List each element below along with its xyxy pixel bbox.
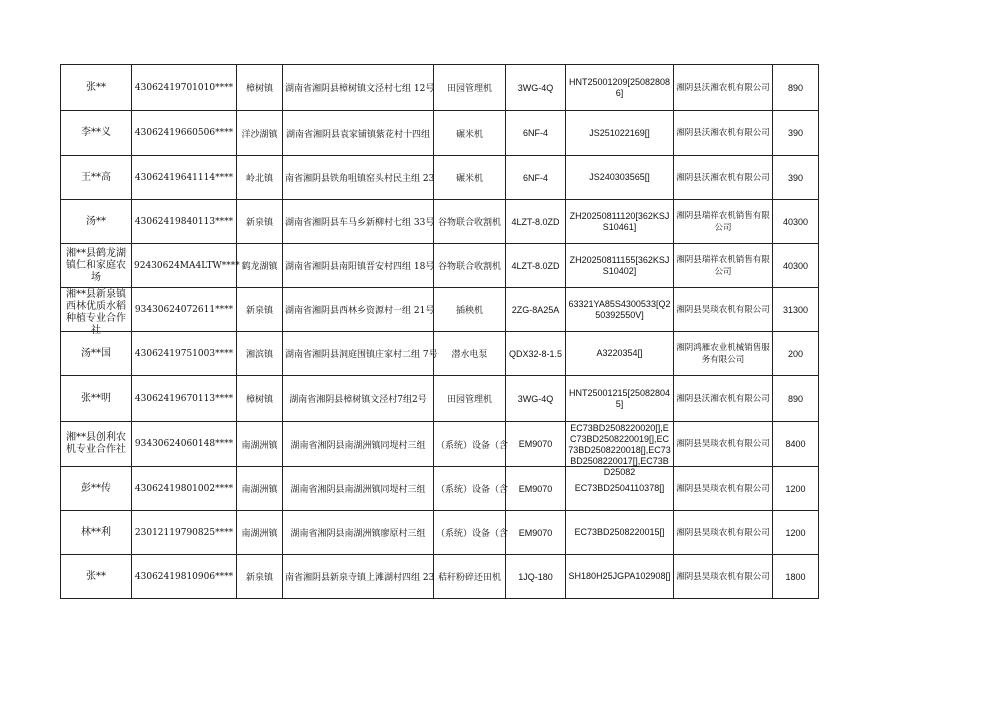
cell-id: 93430624072611**** bbox=[132, 288, 237, 332]
cell-model: EM9070 bbox=[506, 511, 566, 555]
cell-machine-type: 碾米机 bbox=[434, 111, 506, 156]
cell-amount: 390 bbox=[773, 156, 819, 200]
cell-model: QDX32-8-1.5 bbox=[506, 332, 566, 376]
serial-wrapper: EC73BD2508220020[],EC73BD2508220019[],EC73BD2508220018[],EC73BD2508220017[],EC73BD25082 bbox=[568, 422, 671, 477]
cell-dealer: 湘阴县昊琰农机有限公司 bbox=[674, 288, 773, 332]
cell-dealer: 湘阴县沃湘农机有限公司 bbox=[674, 156, 773, 200]
cell-amount: 40300 bbox=[773, 200, 819, 244]
table-row bbox=[61, 156, 819, 200]
cell-model: EM9070 bbox=[506, 422, 566, 467]
cell-id: 43062419701010**** bbox=[132, 65, 237, 111]
cell-amount: 1200 bbox=[773, 511, 819, 555]
cell-model: 6NF-4 bbox=[506, 111, 566, 156]
cell-id: 43062419641114**** bbox=[132, 156, 237, 200]
cell-amount: 31300 bbox=[773, 288, 819, 332]
cell-id: 43062419660506**** bbox=[132, 111, 237, 156]
cell-town: 岭北镇 bbox=[237, 156, 283, 200]
cell-dealer: 湘阴县昊琰农机有限公司 bbox=[674, 422, 773, 467]
cell-town: 南湖洲镇 bbox=[237, 511, 283, 555]
cell-serial bbox=[566, 422, 674, 477]
table-row bbox=[61, 244, 819, 288]
cell-address: 湖南省湘阴县樟树镇文泾村7组2号 bbox=[283, 376, 434, 422]
cell-name: 王**高 bbox=[61, 156, 132, 200]
cell-dealer: 湘阴县瑞祥农机销售有限公司 bbox=[674, 200, 773, 244]
cell-model: 4LZT-8.0ZD bbox=[506, 244, 566, 288]
cell-machine-type: 田园管理机 bbox=[434, 376, 506, 422]
cell-serial: ZH20250811120[362KSJS10461] bbox=[566, 200, 674, 244]
cell-name: 汤**国 bbox=[61, 332, 132, 376]
cell-town: 南湖洲镇 bbox=[237, 422, 283, 467]
cell-name: 汤** bbox=[61, 200, 132, 244]
cell-serial: A3220354[] bbox=[566, 332, 674, 376]
cell-serial: EC73BD2504110378[] bbox=[566, 467, 674, 511]
cell-id: 23012119790825**** bbox=[132, 511, 237, 555]
cell-address: 湖南省湘阴县车马乡新柳村七组 33号 bbox=[283, 200, 434, 244]
cell-machine-type: 插秧机 bbox=[434, 288, 506, 332]
cell-amount: 200 bbox=[773, 332, 819, 376]
cell-dealer: 湘阴县瑞祥农机销售有限公司 bbox=[674, 244, 773, 288]
cell-name: 林**利 bbox=[61, 511, 132, 555]
cell-id: 43062419801002**** bbox=[132, 467, 237, 511]
cell-dealer: 湘阴县昊琰农机有限公司 bbox=[674, 555, 773, 599]
cell-dealer: 湘阴县昊琰农机有限公司 bbox=[674, 467, 773, 511]
table-body bbox=[61, 65, 819, 599]
table-row bbox=[61, 511, 819, 555]
cell-address: 湖南省湘阴县袁家铺镇紫花村十四组 bbox=[283, 111, 434, 156]
cell-machine-type: （系统）设备（含 bbox=[434, 467, 506, 511]
cell-machine-type: 碾米机 bbox=[434, 156, 506, 200]
table-row bbox=[61, 288, 819, 332]
cell-serial: JS251022169[] bbox=[566, 111, 674, 156]
cell-model: 6NF-4 bbox=[506, 156, 566, 200]
cell-address: 湖南省湘阴县南阳镇晋安村四组 18号 bbox=[283, 244, 434, 288]
cell-address: 南省湘阴县铁角咀镇窑头村民主组 23 bbox=[283, 156, 434, 200]
cell-name: 湘**县鹤龙湖镇仁和家庭农场 bbox=[61, 244, 132, 288]
cell-address: 南省湘阴县新泉寺镇上滩湖村四组 23 bbox=[283, 555, 434, 599]
cell-name: 张**明 bbox=[61, 376, 132, 422]
cell-machine-type: （系统）设备（含 bbox=[434, 511, 506, 555]
cell-address: 湖南省湘阴县南湖洲镇同堤村三组 bbox=[283, 467, 434, 511]
cell-serial: SH180H25JGPA102908[] bbox=[566, 555, 674, 599]
table-row bbox=[61, 422, 819, 467]
name-wrapper: 湘**县新泉镇西林优质水稻种植专业合作社 bbox=[66, 288, 126, 336]
cell-town: 南湖洲镇 bbox=[237, 467, 283, 511]
cell-serial: HNT25001215[250828045] bbox=[566, 376, 674, 422]
table-row bbox=[61, 332, 819, 376]
cell-town: 樟树镇 bbox=[237, 376, 283, 422]
cell-town: 洋沙湖镇 bbox=[237, 111, 283, 156]
cell-amount: 890 bbox=[773, 65, 819, 111]
cell-dealer: 湘阴县沃湘农机有限公司 bbox=[674, 376, 773, 422]
table-row bbox=[61, 111, 819, 156]
cell-id: 93430624060148**** bbox=[132, 422, 237, 467]
cell-town: 鹤龙湖镇 bbox=[237, 244, 283, 288]
cell-model: 3WG-4Q bbox=[506, 376, 566, 422]
cell-address: 湖南省湘阴县南湖洲镇同堤村三组 bbox=[283, 422, 434, 467]
cell-name: 湘**县创利农机专业合作社 bbox=[61, 422, 132, 467]
cell-amount: 1800 bbox=[773, 555, 819, 599]
cell-amount: 890 bbox=[773, 376, 819, 422]
cell-serial: HNT25001209[250828086] bbox=[566, 65, 674, 111]
cell-dealer: 湘阴县沃湘农机有限公司 bbox=[674, 111, 773, 156]
cell-model: EM9070 bbox=[506, 467, 566, 511]
cell-amount: 390 bbox=[773, 111, 819, 156]
cell-amount: 1200 bbox=[773, 467, 819, 511]
table-row bbox=[61, 376, 819, 422]
cell-town: 新泉镇 bbox=[237, 555, 283, 599]
cell-dealer: 湘阴县昊琰农机有限公司 bbox=[674, 511, 773, 555]
table-row bbox=[61, 200, 819, 244]
cell-address: 湖南省湘阴县樟树镇文泾村七组 12号 bbox=[283, 65, 434, 111]
cell-name bbox=[61, 288, 132, 336]
cell-machine-type: 田园管理机 bbox=[434, 65, 506, 111]
cell-dealer: 湘阴县沃湘农机有限公司 bbox=[674, 65, 773, 111]
cell-name: 李**义 bbox=[61, 111, 132, 156]
cell-machine-type: 秸秆粉碎还田机 bbox=[434, 555, 506, 599]
cell-name: 彭**传 bbox=[61, 467, 132, 511]
cell-id: 43062419751003**** bbox=[132, 332, 237, 376]
cell-town: 新泉镇 bbox=[237, 288, 283, 332]
table-row bbox=[61, 65, 819, 111]
cell-model: 3WG-4Q bbox=[506, 65, 566, 111]
cell-address: 湖南省湘阴县洞庭围镇庄家村二组 7号 bbox=[283, 332, 434, 376]
cell-id: 43062419810906**** bbox=[132, 555, 237, 599]
cell-model: 1JQ-180 bbox=[506, 555, 566, 599]
cell-town: 樟树镇 bbox=[237, 65, 283, 111]
cell-town: 新泉镇 bbox=[237, 200, 283, 244]
cell-machine-type: 潜水电泵 bbox=[434, 332, 506, 376]
cell-serial: ZH20250811155[362KSJS10402] bbox=[566, 244, 674, 288]
cell-address: 湖南省湘阴县南湖洲镇廖原村三组 bbox=[283, 511, 434, 555]
cell-id: 43062419670113**** bbox=[132, 376, 237, 422]
cell-town: 湘滨镇 bbox=[237, 332, 283, 376]
cell-address: 湖南省湘阴县西林乡资源村一组 21号 bbox=[283, 288, 434, 332]
cell-name: 张** bbox=[61, 65, 132, 111]
table-row bbox=[61, 467, 819, 511]
cell-machine-type: （系统）设备（含 bbox=[434, 422, 506, 467]
cell-amount: 40300 bbox=[773, 244, 819, 288]
table-row bbox=[61, 555, 819, 599]
cell-serial: 63321YA85S4300533[Q250392550V] bbox=[566, 288, 674, 332]
cell-model: 2ZG-8A25A bbox=[506, 288, 566, 332]
subsidy-table bbox=[60, 64, 819, 599]
cell-amount: 8400 bbox=[773, 422, 819, 467]
cell-name: 张** bbox=[61, 555, 132, 599]
cell-model: 4LZT-8.0ZD bbox=[506, 200, 566, 244]
cell-serial: EC73BD2508220015[] bbox=[566, 511, 674, 555]
cell-serial: JS240303565[] bbox=[566, 156, 674, 200]
cell-machine-type: 谷物联合收割机 bbox=[434, 244, 506, 288]
cell-machine-type: 谷物联合收割机 bbox=[434, 200, 506, 244]
cell-id: 92430624MA4LTW**** bbox=[132, 244, 237, 288]
cell-id: 43062419840113**** bbox=[132, 200, 237, 244]
cell-dealer: 湘阴鸿雁农业机械销售服务有限公司 bbox=[674, 332, 773, 376]
